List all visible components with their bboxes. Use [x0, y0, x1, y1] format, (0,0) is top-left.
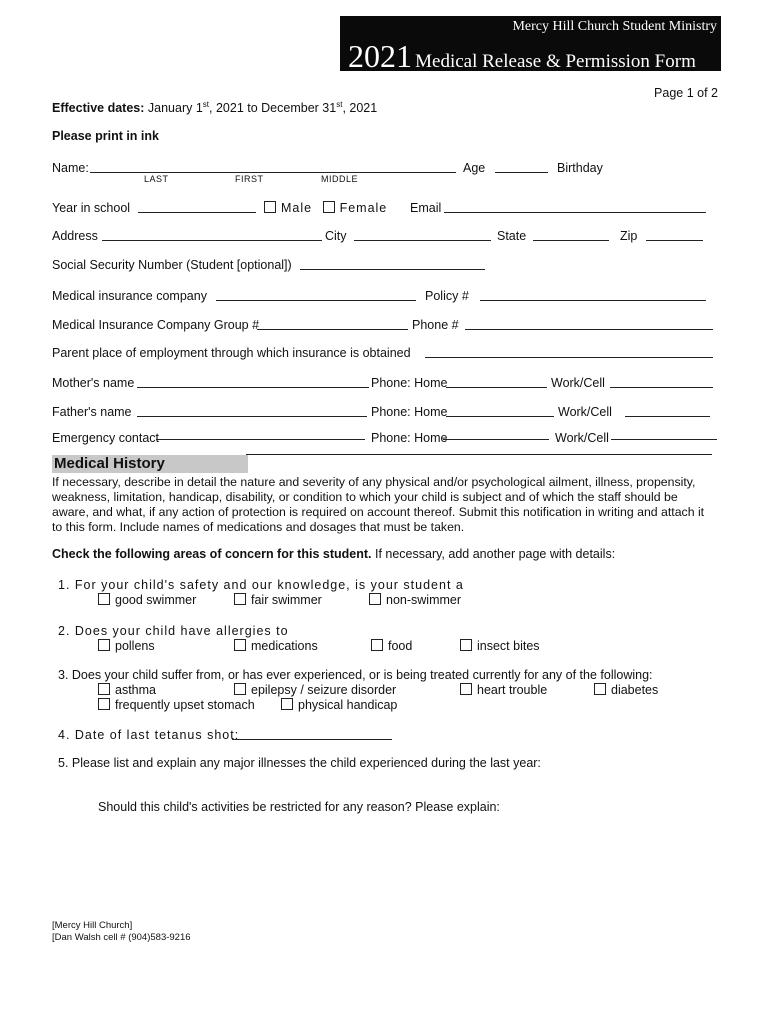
emergency-phone-home-label: Phone: Home: [371, 431, 448, 445]
form-title-text: Medical Release & Permission Form: [415, 51, 696, 72]
checkbox[interactable]: [460, 683, 472, 695]
checkbox[interactable]: [234, 593, 246, 605]
q3-option-asthma[interactable]: [98, 683, 156, 697]
option-label: diabetes: [611, 683, 659, 697]
phone-label: Phone #: [412, 318, 459, 332]
female-label: Female: [339, 201, 388, 215]
name-middle-caption: MIDDLE: [321, 174, 359, 184]
checkbox[interactable]: [98, 639, 110, 651]
father-name-field[interactable]: [137, 416, 367, 417]
age-field[interactable]: [495, 172, 548, 173]
state-label: State: [497, 229, 527, 243]
zip-label: Zip: [620, 229, 638, 243]
question-4: 4. Date of last tetanus shot:: [58, 728, 240, 742]
group-field[interactable]: [257, 329, 408, 330]
question-1: 1. For your child's safety and our knowledge, is your student a: [58, 578, 464, 592]
ssn-field[interactable]: [300, 269, 485, 270]
form-title: [348, 38, 696, 75]
name-last-caption: LAST: [144, 174, 169, 184]
q3-option-diabetes[interactable]: [594, 683, 658, 697]
option-label: fair swimmer: [251, 593, 322, 607]
checkbox[interactable]: [594, 683, 606, 695]
female-checkbox[interactable]: [323, 201, 335, 213]
question-2: 2. Does your child have allergies to: [58, 624, 289, 638]
q1-option-fair-swimmer[interactable]: [234, 593, 322, 607]
emergency-work-cell-field[interactable]: [611, 439, 717, 440]
insurance-company-field[interactable]: [216, 300, 416, 301]
employment-field[interactable]: [425, 357, 713, 358]
restriction-question: Should this child's activities be restricted for any reason? Please explain:: [98, 800, 500, 814]
question-5: 5. Please list and explain any major illnesses the child experienced during the last year:: [58, 756, 541, 770]
checkbox[interactable]: [371, 639, 383, 651]
option-label: asthma: [115, 683, 156, 697]
checkbox[interactable]: [234, 639, 246, 651]
form-year: 2021: [348, 38, 412, 74]
effective-from-sup: st: [202, 100, 210, 109]
phone-field[interactable]: [465, 329, 713, 330]
emergency-contact-field[interactable]: [156, 439, 365, 440]
female-option[interactable]: [323, 201, 388, 215]
mother-phone-home-label: Phone: Home: [371, 376, 448, 390]
q2-option-insect-bites[interactable]: [460, 639, 540, 653]
check-concerns-bold: Check the following areas of concern for this student.: [52, 547, 372, 561]
section-divider: [246, 454, 712, 455]
address-label: Address: [52, 229, 98, 243]
q3-option-heart-trouble[interactable]: [460, 683, 547, 697]
group-label: Medical Insurance Company Group #: [52, 318, 260, 332]
q2-option-pollens[interactable]: [98, 639, 155, 653]
checkbox[interactable]: [98, 593, 110, 605]
effective-from: January 1: [147, 101, 203, 116]
tetanus-date-field[interactable]: [232, 739, 392, 740]
year-in-school-label: Year in school: [52, 201, 131, 215]
q2-option-medications[interactable]: [234, 639, 318, 653]
mother-work-cell-field[interactable]: [610, 387, 713, 388]
organization-name: Mercy Hill Church Student Ministry: [512, 19, 717, 34]
option-label: frequently upset stomach: [115, 698, 255, 712]
medical-history-heading: Medical History: [52, 455, 248, 473]
age-label: Age: [463, 161, 486, 175]
option-label: physical handicap: [298, 698, 398, 712]
form-header-banner: [340, 16, 721, 74]
male-checkbox[interactable]: [264, 201, 276, 213]
question-3: 3. Does your child suffer from, or has ever experienced, or is being treated currently for any of the following:: [58, 668, 653, 682]
medical-description: If necessary, describe in detail the nature and severity of any physical and/or psychological ailment, illness, propensity, weakness, limitation, handicap, disability, or condition to which your child is subject and of which the staff should be aware, and what, if any action of protection is required on account thereof. Submit this notification in writing and attach it to this form. Include names of medications and dosages that must be taken.: [52, 475, 705, 534]
mother-work-cell-label: Work/Cell: [551, 376, 605, 390]
q1-option-good-swimmer[interactable]: [98, 593, 196, 607]
city-label: City: [325, 229, 347, 243]
insurance-company-label: Medical insurance company: [52, 289, 207, 303]
email-label: Email: [410, 201, 442, 215]
option-label: good swimmer: [115, 593, 197, 607]
name-field[interactable]: [90, 172, 456, 173]
checkbox[interactable]: [234, 683, 246, 695]
checkbox[interactable]: [281, 698, 293, 710]
emergency-contact-label: Emergency contact: [52, 431, 159, 445]
checkbox[interactable]: [98, 698, 110, 710]
mother-phone-home-field[interactable]: [446, 387, 547, 388]
zip-field[interactable]: [646, 240, 703, 241]
father-name-label: Father's name: [52, 405, 132, 419]
policy-label: Policy #: [425, 289, 469, 303]
q2-option-food[interactable]: [371, 639, 412, 653]
effective-dates: [52, 100, 377, 115]
page-number: Page 1 of 2: [654, 86, 718, 100]
father-phone-home-field[interactable]: [446, 416, 554, 417]
emergency-work-cell-label: Work/Cell: [555, 431, 609, 445]
footer-contact: [Dan Walsh cell # (904)583-9216: [52, 932, 191, 943]
father-work-cell-field[interactable]: [625, 416, 710, 417]
emergency-phone-home-field[interactable]: [443, 439, 549, 440]
name-first-caption: FIRST: [235, 174, 264, 184]
policy-field[interactable]: [480, 300, 706, 301]
q3-option-physical-handicap[interactable]: [281, 698, 397, 712]
name-label: Name:: [52, 161, 89, 175]
check-concerns-rest: If necessary, add another page with details:: [371, 547, 616, 561]
male-label: Male: [281, 201, 313, 215]
ssn-label: Social Security Number (Student [optional]): [52, 258, 292, 272]
checkbox[interactable]: [98, 683, 110, 695]
footer-church: [Mercy Hill Church]: [52, 920, 133, 931]
effective-label: Effective dates:: [52, 101, 145, 116]
birthday-label: Birthday: [557, 161, 603, 175]
male-option[interactable]: [264, 201, 312, 215]
employment-label: Parent place of employment through which insurance is obtained: [52, 346, 411, 360]
print-in-ink-note: Please print in ink: [52, 129, 159, 143]
option-label: medications: [251, 639, 318, 653]
option-label: pollens: [115, 639, 155, 653]
email-field[interactable]: [444, 212, 706, 213]
q3-option-upset-stomach[interactable]: [98, 698, 255, 712]
q1-option-non-swimmer[interactable]: [369, 593, 461, 607]
state-field[interactable]: [533, 240, 609, 241]
effective-to-sup: st: [336, 100, 343, 109]
father-work-cell-label: Work/Cell: [558, 405, 612, 419]
father-phone-home-label: Phone: Home: [371, 405, 448, 419]
address-field[interactable]: [102, 240, 322, 241]
option-label: non-swimmer: [386, 593, 462, 607]
checkbox[interactable]: [460, 639, 472, 651]
q3-option-epilepsy[interactable]: [234, 683, 396, 697]
effective-end: , 2021: [342, 101, 378, 116]
option-label: insect bites: [477, 639, 540, 653]
option-label: food: [388, 639, 413, 653]
check-concerns-line: [52, 547, 615, 561]
gender-options: [264, 201, 387, 215]
effective-mid: , 2021 to December 31: [209, 101, 337, 116]
option-label: epilepsy / seizure disorder: [251, 683, 397, 697]
checkbox[interactable]: [369, 593, 381, 605]
year-in-school-field[interactable]: [138, 212, 256, 213]
mother-name-field[interactable]: [137, 387, 369, 388]
mother-name-label: Mother's name: [52, 376, 135, 390]
option-label: heart trouble: [477, 683, 548, 697]
city-field[interactable]: [354, 240, 491, 241]
